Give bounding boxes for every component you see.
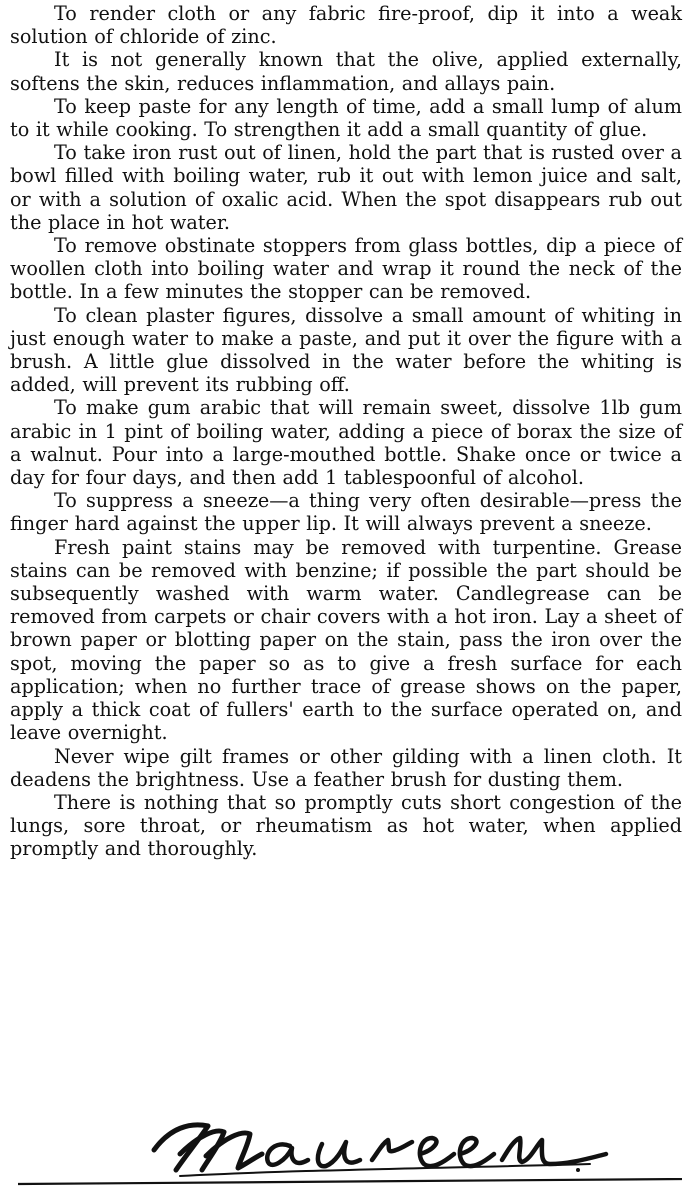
- paragraph-plaster-figures: To clean plaster figures, dissolve a small amount of whiting in just enough water to make a paste, and put it over the figure with a brush. A little glue dissolved in the water before the whiting is added, will prevent its rubbing off.: [10, 303, 682, 397]
- paragraph-paint-grease-stains: Fresh paint stains may be removed with turpentine. Grease stains can be removed with benzine; if possible the part should be subsequently washed with warm water. Candlegrease can be removed from carpets or chair covers with a hot iron. Lay a sheet of brown paper or blotting paper on the stain, pass the iron over the spot, moving the paper so as to give a fresh surface for each application; when no further trace of grease shows on the paper, apply a thick coat of fullers' earth to the surface operated on, and leave overnight.: [10, 535, 682, 745]
- paragraph-sneeze: To suppress a sneeze—a thing very often desirable—press the finger hard against the upper lip. It will always prevent a sneeze.: [10, 489, 682, 536]
- paragraph-olive: It is not generally known that the olive, applied externally, softens the skin, reduces inflammation, and allays pain.: [10, 48, 682, 95]
- paragraph-gum-arabic: To make gum arabic that will remain sweet, dissolve 1lb gum arabic in 1 pint of boiling water, adding a piece of borax the size of a walnut. Pour into a large-mouthed bottle. Shake once or twice a day for four days, and then add 1 tablespoonful of alcohol.: [10, 396, 682, 490]
- paragraph-paste: To keep paste for any length of time, add a small lump of alum to it while cooking. To strengthen it add a small quantity of glue.: [10, 94, 682, 142]
- paragraph-gilt-frames: Never wipe gilt frames or other gilding with a linen cloth. It deadens the brightness. Use a feather brush for dusting them.: [10, 744, 682, 791]
- bottom-rule: [18, 1178, 682, 1186]
- paragraph-iron-rust: To take iron rust out of linen, hold the part that is rusted over a bowl filled with boiling water, rub it out with lemon juice and salt, or with a solution of oxalic acid. When the spot disappears rub out the place in hot water.: [10, 141, 682, 234]
- article-column: [10, 2, 682, 861]
- paragraph-stoppers: To remove obstinate stoppers from glass bottles, dip a piece of woollen cloth into boiling water and wrap it round the neck of the bottle. In a few minutes the stopper can be removed.: [10, 234, 682, 304]
- paragraph-fireproof-cloth: To render cloth or any fabric fire-proof, dip it into a weak solution of chloride of zinc.: [10, 2, 682, 49]
- paragraph-hot-water: There is nothing that so promptly cuts short congestion of the lungs, sore throat, or rheumatism as hot water, when applied promptly and thoroughly.: [10, 790, 682, 861]
- signature-image: [150, 1110, 610, 1180]
